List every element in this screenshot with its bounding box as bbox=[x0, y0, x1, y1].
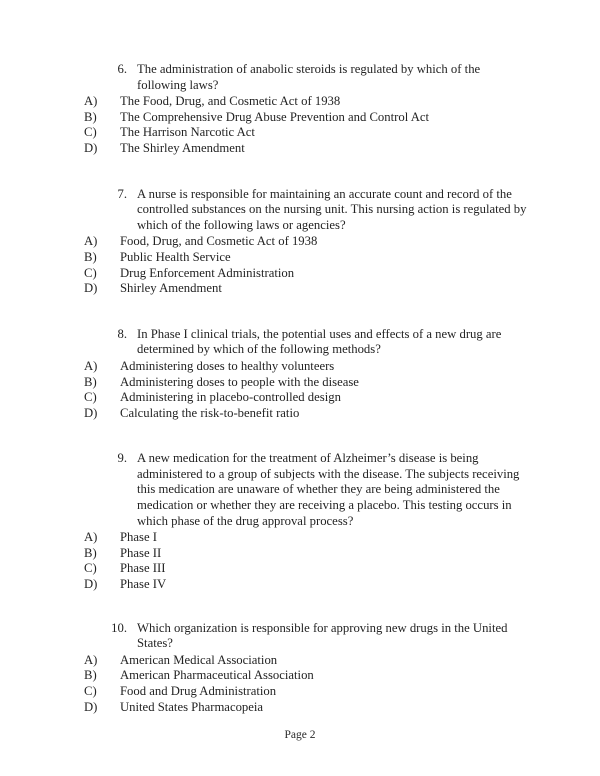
question-text: A nurse is responsible for maintaining an accurate count and record of the controlled substances on the nursing unit. This nursing action is regulated by which of the following laws or agencies? bbox=[137, 186, 527, 232]
question-number: 7. bbox=[117, 186, 127, 201]
option-item[interactable] bbox=[84, 375, 528, 391]
question-text: A new medication for the treatment of Alzheimer’s disease is being administered to a group of subjects with the disease. The subjects receiving this medication are unaware of whether they are being administered the medication or whether they are receiving a placebo. This testing occurs in which phase of the drug approval process? bbox=[137, 451, 520, 528]
option-item[interactable] bbox=[84, 234, 528, 250]
option-item[interactable] bbox=[84, 668, 528, 684]
option-letter: A) bbox=[84, 234, 98, 249]
option-letter: A) bbox=[84, 652, 98, 667]
option-text: Drug Enforcement Administration bbox=[120, 265, 295, 280]
option-text: Administering in placebo-controlled design bbox=[120, 390, 341, 405]
question-item bbox=[84, 326, 528, 422]
option-letter: C) bbox=[84, 265, 97, 280]
question-item bbox=[84, 186, 528, 297]
option-item[interactable] bbox=[84, 546, 528, 562]
option-item[interactable] bbox=[84, 390, 528, 406]
option-item[interactable] bbox=[84, 530, 528, 546]
option-list bbox=[84, 652, 528, 715]
question-list bbox=[84, 62, 528, 741]
option-item[interactable] bbox=[84, 94, 528, 110]
page-footer: Page 2 bbox=[284, 729, 316, 741]
option-item[interactable] bbox=[84, 266, 528, 282]
option-letter: D) bbox=[84, 140, 98, 155]
option-text: Food, Drug, and Cosmetic Act of 1938 bbox=[120, 234, 318, 249]
option-text: Phase III bbox=[120, 561, 166, 576]
option-item[interactable] bbox=[84, 359, 528, 375]
option-text: Phase I bbox=[120, 530, 157, 545]
question-number: 9. bbox=[117, 451, 127, 466]
question-number: 10. bbox=[111, 620, 127, 635]
question-stem bbox=[96, 451, 528, 529]
question-number: 8. bbox=[117, 326, 127, 341]
option-letter: D) bbox=[84, 699, 98, 714]
option-letter: C) bbox=[84, 684, 97, 698]
question-number: 6. bbox=[117, 62, 127, 76]
option-text: Public Health Service bbox=[120, 249, 231, 264]
option-text: Administering doses to healthy volunteers bbox=[120, 358, 335, 373]
question-item bbox=[84, 620, 528, 716]
option-list bbox=[84, 530, 528, 592]
option-text: Phase II bbox=[120, 545, 162, 560]
option-letter: B) bbox=[84, 545, 97, 560]
option-letter: C) bbox=[84, 125, 97, 140]
option-letter: C) bbox=[84, 390, 97, 405]
option-letter: D) bbox=[84, 405, 98, 420]
option-letter: A) bbox=[84, 94, 98, 109]
question-text: Which organization is responsible for approving new drugs in the United States? bbox=[137, 620, 508, 651]
option-letter: B) bbox=[84, 374, 97, 389]
option-item[interactable] bbox=[84, 653, 528, 669]
option-letter: D) bbox=[84, 281, 98, 296]
option-text: United States Pharmacopeia bbox=[120, 699, 264, 714]
question-text: The administration of anabolic steroids is regulated by which of the following laws? bbox=[137, 62, 481, 92]
option-text: The Harrison Narcotic Act bbox=[120, 125, 255, 140]
option-text: Calculating the risk-to-benefit ratio bbox=[120, 405, 300, 420]
question-item bbox=[84, 451, 528, 592]
question-stem bbox=[96, 621, 528, 652]
option-letter: A) bbox=[84, 530, 98, 545]
option-item[interactable] bbox=[84, 684, 528, 700]
option-text: Food and Drug Administration bbox=[120, 684, 277, 698]
option-letter: D) bbox=[84, 577, 98, 592]
question-text: In Phase I clinical trials, the potential uses and effects of a new drug are determined by which of the following methods? bbox=[137, 326, 502, 357]
option-text: Administering doses to people with the disease bbox=[120, 374, 359, 389]
option-item[interactable] bbox=[84, 141, 528, 157]
option-item[interactable] bbox=[84, 281, 528, 297]
question-stem bbox=[96, 327, 528, 358]
option-letter: B) bbox=[84, 249, 97, 264]
option-list bbox=[84, 94, 528, 156]
question-stem bbox=[96, 62, 528, 93]
option-text: American Pharmaceutical Association bbox=[120, 668, 314, 683]
question-item bbox=[84, 62, 528, 157]
option-letter: B) bbox=[84, 668, 97, 683]
option-text: The Shirley Amendment bbox=[120, 140, 245, 155]
option-text: American Medical Association bbox=[120, 652, 278, 667]
option-item[interactable] bbox=[84, 561, 528, 577]
option-item[interactable] bbox=[84, 700, 528, 716]
option-text: The Food, Drug, and Cosmetic Act of 1938 bbox=[120, 94, 341, 109]
option-list bbox=[84, 234, 528, 296]
option-list bbox=[84, 358, 528, 421]
option-item[interactable] bbox=[84, 110, 528, 126]
option-item[interactable] bbox=[84, 406, 528, 422]
option-item[interactable] bbox=[84, 250, 528, 266]
option-text: Shirley Amendment bbox=[120, 281, 222, 296]
option-text: Phase IV bbox=[120, 577, 167, 592]
option-letter: A) bbox=[84, 358, 98, 373]
option-item[interactable] bbox=[84, 125, 528, 141]
option-letter: B) bbox=[84, 109, 97, 124]
question-stem bbox=[96, 187, 528, 234]
option-text: The Comprehensive Drug Abuse Prevention and Control Act bbox=[120, 109, 430, 124]
option-letter: C) bbox=[84, 561, 97, 576]
option-item[interactable] bbox=[84, 577, 528, 593]
